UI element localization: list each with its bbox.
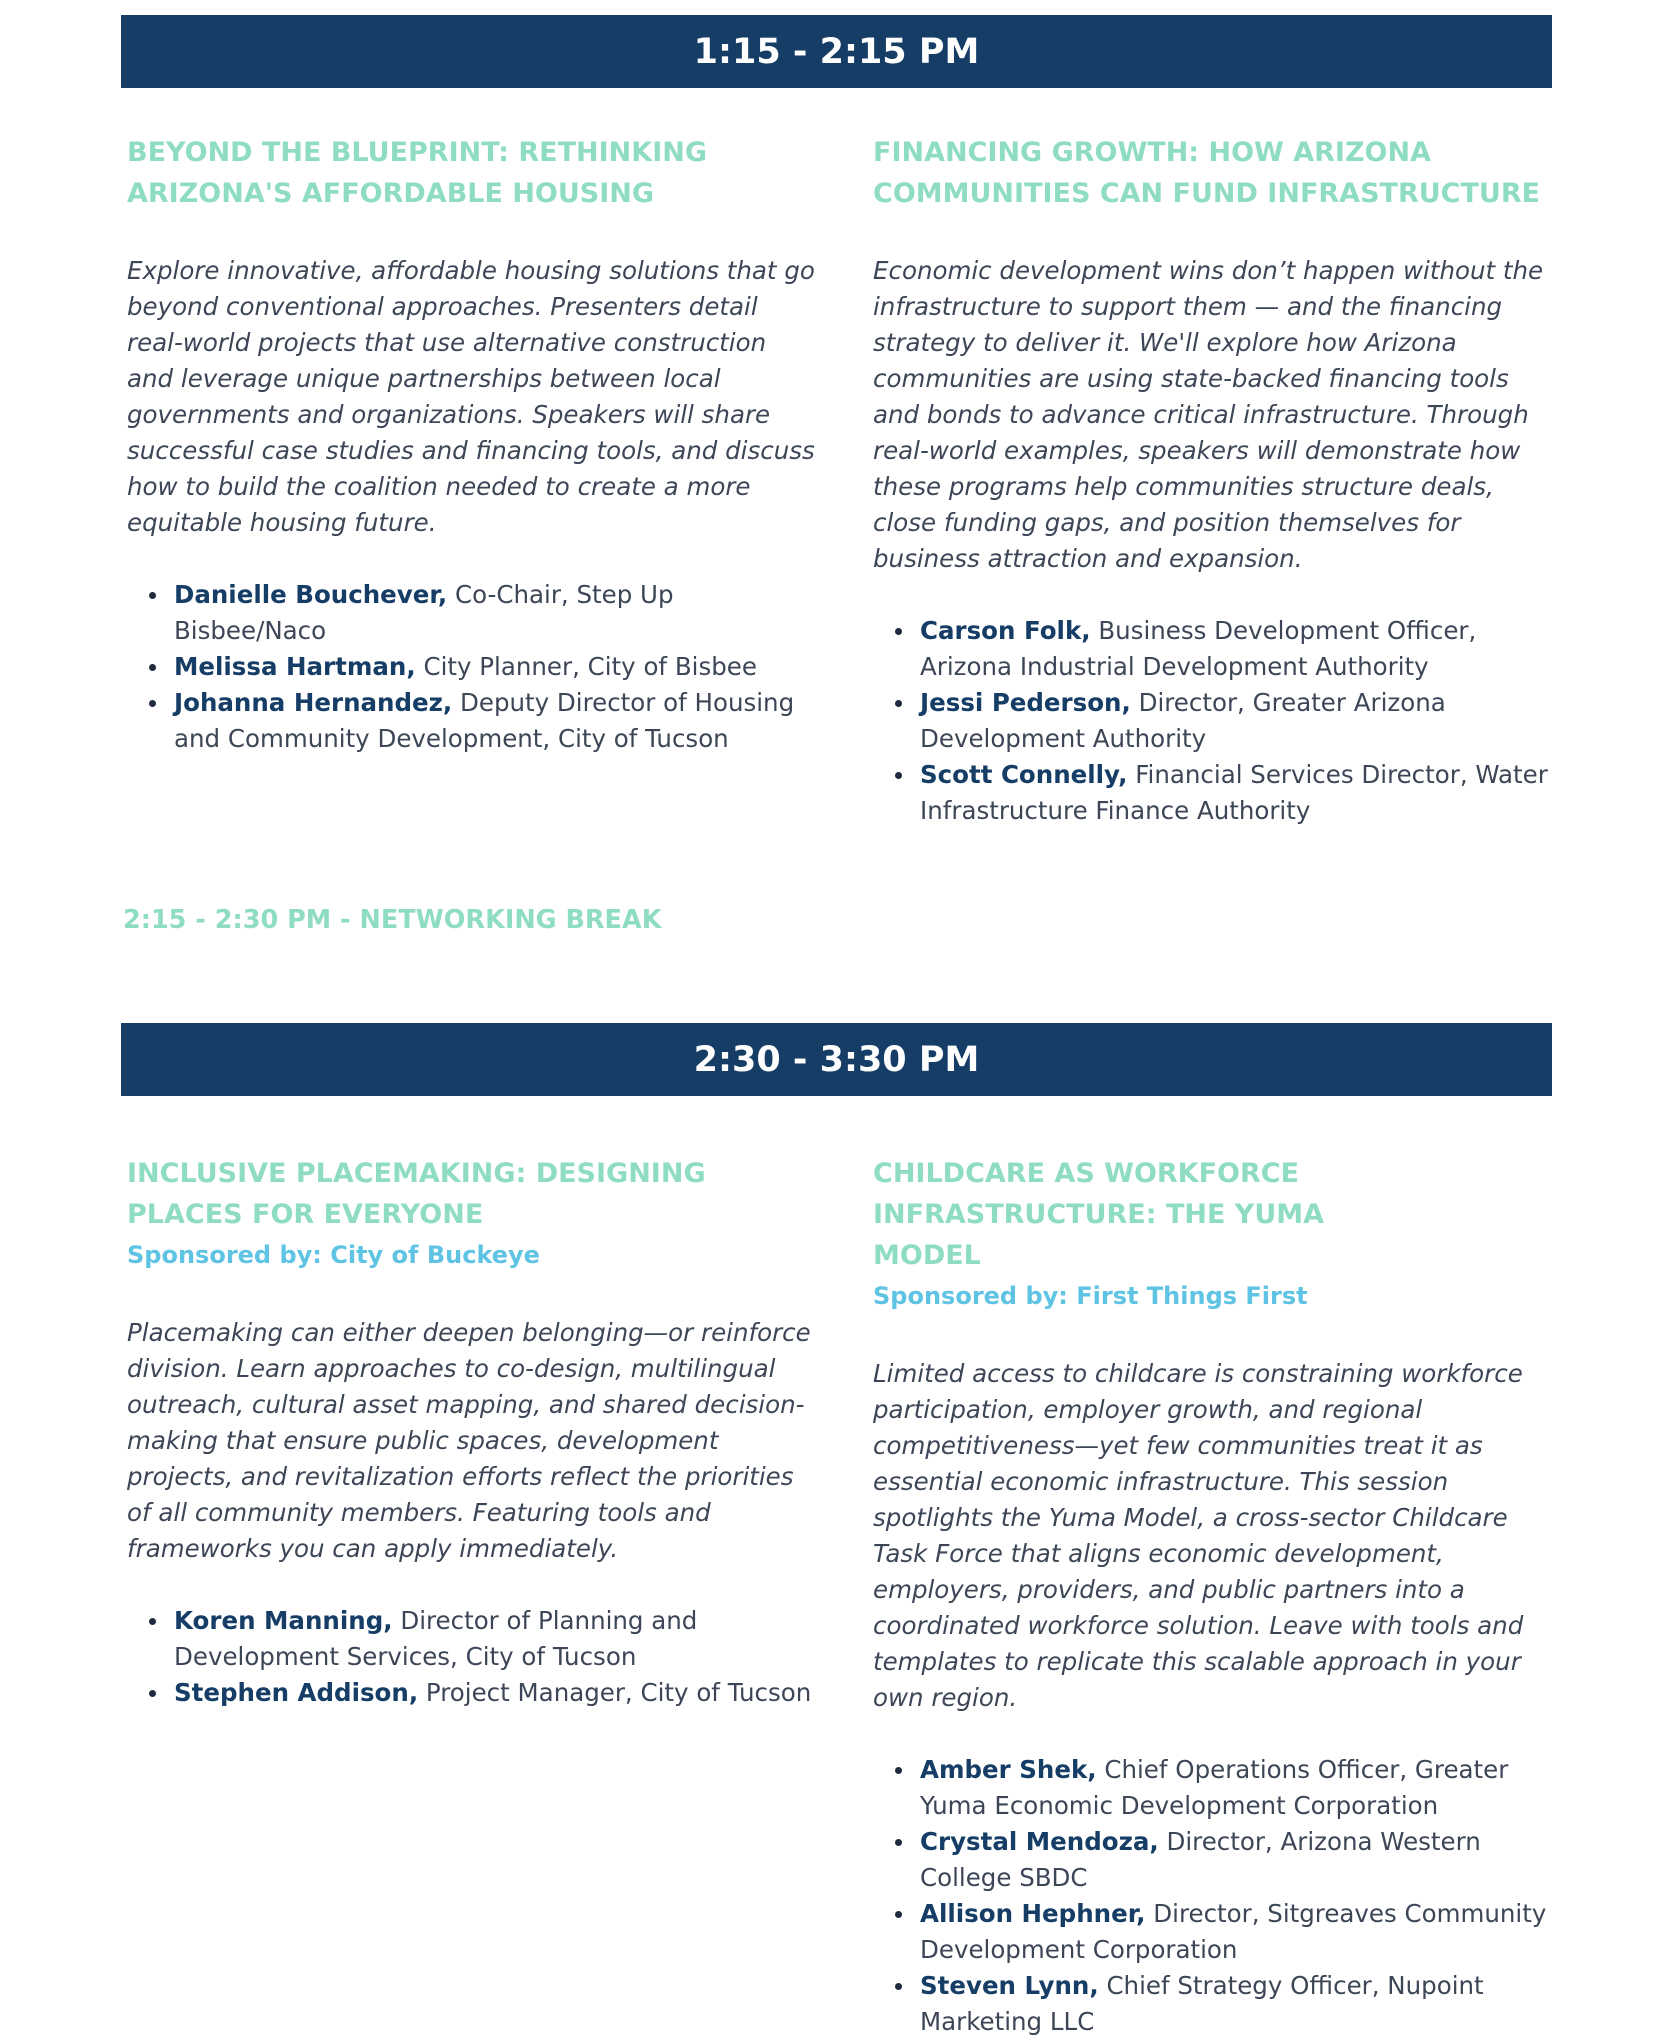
speaker-name: Jessi Pederson, <box>920 688 1131 717</box>
speaker-item <box>920 1968 1553 2040</box>
speaker-role: Co-Chair, Step Up Bisbee/Naco <box>174 580 674 645</box>
speaker-list <box>873 613 1553 829</box>
session-track <box>873 132 1553 829</box>
speaker-name: Melissa Hartman, <box>174 652 416 681</box>
speaker-item <box>920 757 1553 829</box>
speaker-role: Project Manager, City of Tucson <box>418 1678 812 1707</box>
speaker-list <box>127 577 817 757</box>
speaker-name: Danielle Bouchever, <box>174 580 448 609</box>
speaker-role: City Planner, City of Bisbee <box>415 652 757 681</box>
session-time-bar <box>121 1023 1552 1096</box>
speaker-role: Financial Services Director, Water Infrastructure Finance Authority <box>920 760 1548 825</box>
speaker-role: Deputy Director of Housing and Community Development, City of Tucson <box>174 688 795 753</box>
speaker-role: Director, Greater Arizona Development Authority <box>920 688 1446 753</box>
track-description: Explore innovative, affordable housing solutions that go beyond conventional approaches. Presenters detail real-world projects that use alternative construction and leverage unique partnerships between local governments and organizations. Speakers will share successful case studies and financing tools, and discuss how to build the coalition needed to create a more equitable housing future. <box>127 256 815 537</box>
track-description: Placemaking can either deepen belonging—or reinforce division. Learn approaches to co-design, multilingual outreach, cultural asset mapping, and shared decision-making that ensure public spaces, development projects, and revitalization efforts reflect the priorities of all community members. Featuring tools and frameworks you can apply immediately. <box>127 1318 811 1563</box>
speaker-name: Scott Connelly, <box>920 760 1128 789</box>
session-time-bar <box>121 15 1552 88</box>
speaker-name: Allison Hephner, <box>920 1899 1146 1928</box>
speaker-item <box>920 1824 1553 1896</box>
session-time: 2:30 - 3:30 PM <box>693 1039 980 1080</box>
speaker-list <box>127 1603 817 1711</box>
speaker-item <box>920 1752 1553 1824</box>
speaker-role: Director, Arizona Western College SBDC <box>920 1827 1481 1892</box>
speaker-item <box>174 649 817 685</box>
session-time: 1:15 - 2:15 PM <box>693 31 980 72</box>
track-title: BEYOND THE BLUEPRINT: RETHINKING ARIZONA'S AFFORDABLE HOUSING <box>127 137 707 209</box>
speaker-item <box>920 613 1553 685</box>
track-title: CHILDCARE AS WORKFORCE INFRASTRUCTURE: THE YUMA MODEL <box>873 1158 1325 1271</box>
speaker-item <box>174 1675 817 1711</box>
speaker-role: Chief Strategy Officer, Nupoint Marketing LLC <box>920 1971 1484 2036</box>
speaker-item <box>174 685 817 757</box>
speaker-name: Steven Lynn, <box>920 1971 1099 2000</box>
track-title: FINANCING GROWTH: HOW ARIZONA COMMUNITIES CAN FUND INFRASTRUCTURE <box>873 137 1541 209</box>
speaker-name: Johanna Hernandez, <box>174 688 453 717</box>
track-title: INCLUSIVE PLACEMAKING: DESIGNING PLACES FOR EVERYONE <box>127 1158 706 1230</box>
session-track <box>873 1153 1553 2040</box>
speaker-name: Koren Manning, <box>174 1606 393 1635</box>
speaker-role: Business Development Officer, Arizona Industrial Development Authority <box>920 616 1477 681</box>
track-sponsor: Sponsored by: City of Buckeye <box>127 1241 540 1269</box>
speaker-name: Crystal Mendoza, <box>920 1827 1159 1856</box>
session-track <box>127 1153 817 1711</box>
speaker-name: Stephen Addison, <box>174 1678 419 1707</box>
speaker-role: Director of Planning and Development Services, City of Tucson <box>174 1606 698 1671</box>
speaker-item <box>920 1896 1553 1968</box>
networking-break: 2:15 - 2:30 PM - NETWORKING BREAK <box>123 905 662 935</box>
track-description: Economic development wins don’t happen without the infrastructure to support them — and the financing strategy to deliver it. We'll explore how Arizona communities are using state-backed financing tools and bonds to advance critical infrastructure. Through real-world examples, speakers will demonstrate how these programs help communities structure deals, close funding gaps, and position themselves for business attraction and expansion. <box>873 256 1544 573</box>
track-description: Limited access to childcare is constraining workforce participation, employer growth, and regional competitiveness—yet few communities treat it as essential economic infrastructure. This session spotlights the Yuma Model, a cross-sector Childcare Task Force that aligns economic development, employers, providers, and public partners into a coordinated workforce solution. Leave with tools and templates to replicate this scalable approach in your own region. <box>873 1359 1524 1712</box>
speaker-role: Chief Operations Officer, Greater Yuma Economic Development Corporation <box>920 1755 1509 1820</box>
speaker-item <box>174 1603 817 1675</box>
speaker-name: Carson Folk, <box>920 616 1091 645</box>
speaker-item <box>174 577 817 649</box>
speaker-list <box>873 1752 1553 2040</box>
speaker-item <box>920 685 1553 757</box>
track-sponsor: Sponsored by: First Things First <box>873 1282 1308 1310</box>
session-track <box>127 132 817 757</box>
speaker-name: Amber Shek, <box>920 1755 1097 1784</box>
speaker-role: Director, Sitgreaves Community Development Corporation <box>920 1899 1547 1964</box>
